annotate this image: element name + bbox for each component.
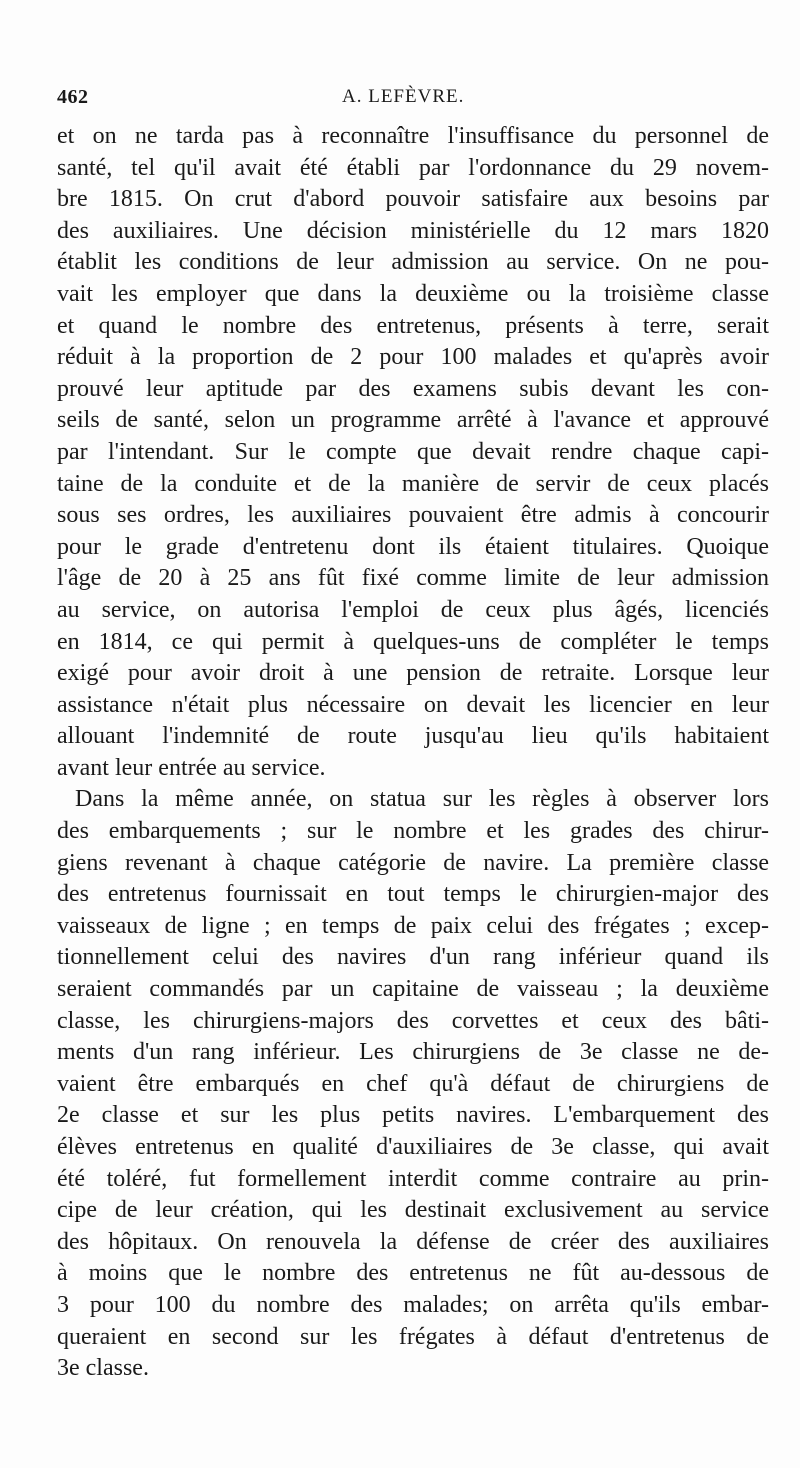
text-line: seraient commandés par un capitaine de vaisseau ; la deuxième — [57, 976, 769, 1003]
text-line: giens revenant à chaque catégorie de navire. La première classe — [57, 849, 769, 876]
running-title: A. LEFÈVRE. — [342, 86, 465, 107]
text-line: santé, tel qu'il avait été établi par l'ordonnance du 29 novem- — [57, 154, 769, 181]
text-line: pour le grade d'entretenu dont ils étaient titulaires. Quoique — [57, 533, 769, 560]
text-line: vaisseaux de ligne ; en temps de paix celui des frégates ; excep- — [57, 912, 769, 939]
text-line: vait les employer que dans la deuxième ou la troisième classe — [57, 280, 769, 307]
text-line: classe, les chirurgiens-majors des corvettes et ceux des bâti- — [57, 1007, 769, 1034]
text-line: été toléré, fut formellement interdit comme contraire au prin- — [57, 1165, 769, 1192]
text-line: des hôpitaux. On renouvela la défense de créer des auxiliaires — [57, 1228, 769, 1255]
text-line: au service, on autorisa l'emploi de ceux plus âgés, licenciés — [57, 596, 769, 623]
text-line: taine de la conduite et de la manière de servir de ceux placés — [57, 470, 769, 497]
text-line: établit les conditions de leur admission au service. On ne pou- — [57, 249, 769, 276]
text-line: queraient en second sur les frégates à défaut d'entretenus de — [57, 1323, 769, 1350]
text-line: ments d'un rang inférieur. Les chirurgiens de 3e classe ne de- — [57, 1039, 769, 1066]
text-line: bre 1815. On crut d'abord pouvoir satisfaire aux besoins par — [57, 186, 769, 213]
text-line: et quand le nombre des entretenus, présents à terre, serait — [57, 312, 769, 339]
text-line: avant leur entrée au service. — [57, 754, 326, 781]
running-head — [57, 86, 767, 112]
text-line: assistance n'était plus nécessaire on devait les licencier en leur — [57, 691, 769, 718]
text-line: prouvé leur aptitude par des examens subis devant les con- — [57, 375, 769, 402]
text-line: réduit à la proportion de 2 pour 100 malades et qu'après avoir — [57, 344, 769, 371]
text-line: Dans la même année, on statua sur les règles à observer lors — [75, 786, 769, 813]
text-line: des auxiliaires. Une décision ministérielle du 12 mars 1820 — [57, 217, 769, 244]
page-number: 462 — [57, 86, 89, 108]
text-line: allouant l'indemnité de route jusqu'au lieu qu'ils habitaient — [57, 723, 769, 750]
text-line: exigé pour avoir droit à une pension de retraite. Lorsque leur — [57, 660, 769, 687]
text-line: élèves entretenus en qualité d'auxiliaires de 3e classe, qui avait — [57, 1134, 769, 1160]
text-line: sous ses ordres, les auxiliaires pouvaient être admis à concourir — [57, 502, 769, 529]
text-line: et on ne tarda pas à reconnaître l'insuffisance du personnel de — [57, 123, 769, 149]
text-line: vaient être embarqués en chef qu'à défaut de chirurgiens de — [57, 1070, 769, 1097]
text-line: 3e classe. — [57, 1355, 149, 1382]
text-line: des entretenus fournissait en tout temps le chirurgien-major des — [57, 881, 769, 908]
text-line: tionnellement celui des navires d'un rang inférieur quand ils — [57, 944, 769, 971]
text-line: des embarquements ; sur le nombre et les grades des chirur- — [57, 818, 769, 845]
text-line: 3 pour 100 du nombre des malades; on arrêta qu'ils embar- — [57, 1291, 769, 1318]
text-line: par l'intendant. Sur le compte que devait rendre chaque capi- — [57, 438, 769, 465]
text-line: seils de santé, selon un programme arrêté à l'avance et approuvé — [57, 407, 769, 434]
text-line: l'âge de 20 à 25 ans fût fixé comme limite de leur admission — [57, 565, 769, 592]
text-line: 2e classe et sur les plus petits navires. L'embarquement des — [57, 1102, 769, 1129]
body-text — [57, 121, 769, 1385]
text-line: en 1814, ce qui permit à quelques-uns de compléter le temps — [57, 628, 769, 655]
text-line: cipe de leur création, qui les destinait exclusivement au service — [57, 1197, 769, 1224]
text-line: à moins que le nombre des entretenus ne fût au-dessous de — [57, 1260, 769, 1287]
